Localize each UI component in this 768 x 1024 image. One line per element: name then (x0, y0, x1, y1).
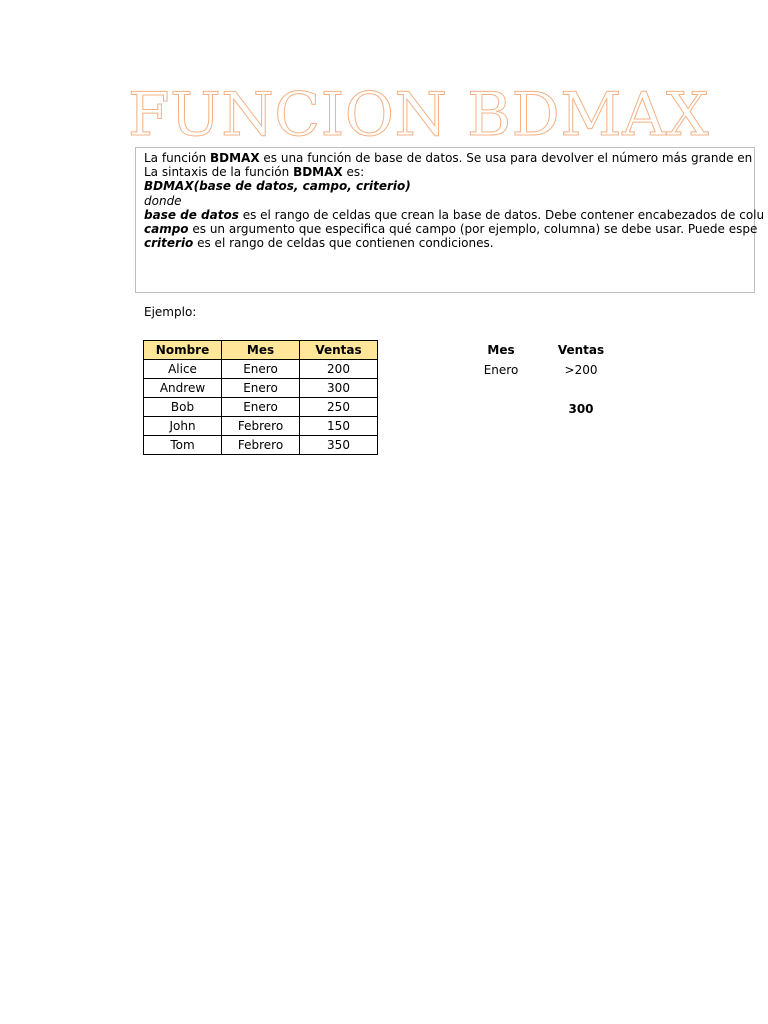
description-box (135, 147, 765, 293)
donde-line: donde (144, 193, 182, 208)
description-line-2: La sintaxis de la función BDMAX es: (144, 165, 365, 180)
description-line-1: La función BDMAX es una función de base de datos. Se usa para devolver el número más grande en (144, 151, 753, 165)
table-cell[interactable]: Enero (222, 398, 300, 417)
argument-line-criteria: criterio es el rango de celdas que contienen condiciones. (144, 236, 494, 251)
page-title: FUNCION BDMAX (128, 80, 710, 150)
table-row (144, 417, 378, 436)
table-cell[interactable]: 300 (300, 379, 378, 398)
table-cell[interactable]: Enero (222, 360, 300, 379)
sales-table (143, 340, 378, 455)
table-cell[interactable]: 350 (300, 436, 378, 455)
table-cell[interactable]: Tom (144, 436, 222, 455)
function-name: BDMAX (209, 151, 260, 165)
result-cell[interactable]: 300 (568, 402, 594, 416)
table-cell[interactable]: 150 (300, 417, 378, 436)
example-label: Ejemplo: (144, 305, 197, 319)
table-cell[interactable]: Bob (144, 398, 222, 417)
table-row (144, 360, 378, 379)
header-cell-nombre[interactable]: Nombre (144, 341, 222, 360)
criteria-value-mes[interactable]: Enero (483, 363, 519, 377)
criteria-header-mes[interactable]: Mes (487, 343, 515, 357)
table-cell[interactable]: 250 (300, 398, 378, 417)
header-cell-mes[interactable]: Mes (222, 341, 300, 360)
table-row (144, 379, 378, 398)
header-cell-ventas[interactable]: Ventas (300, 341, 378, 360)
criteria-value-ventas[interactable]: >200 (564, 363, 598, 377)
table-cell[interactable]: Febrero (222, 436, 300, 455)
table-cell[interactable]: Febrero (222, 417, 300, 436)
argument-line-database: base de datos es el rango de celdas que crean la base de datos. Debe contener encabezados de colu (144, 207, 765, 222)
argument-line-field: campo es un argumento que especifica qué campo (por ejemplo, columna) se debe usar. Puede espe (144, 222, 758, 237)
criteria-header-ventas[interactable]: Ventas (557, 343, 605, 357)
table-cell[interactable]: Andrew (144, 379, 222, 398)
table-row (144, 436, 378, 455)
table-header-row (144, 341, 378, 360)
table-cell[interactable]: Enero (222, 379, 300, 398)
table-cell[interactable]: Alice (144, 360, 222, 379)
table-cell[interactable]: John (144, 417, 222, 436)
table-row (144, 398, 378, 417)
syntax-line: BDMAX(base de datos, campo, criterio) (144, 179, 411, 194)
function-name: BDMAX (293, 165, 343, 180)
table-cell[interactable]: 200 (300, 360, 378, 379)
